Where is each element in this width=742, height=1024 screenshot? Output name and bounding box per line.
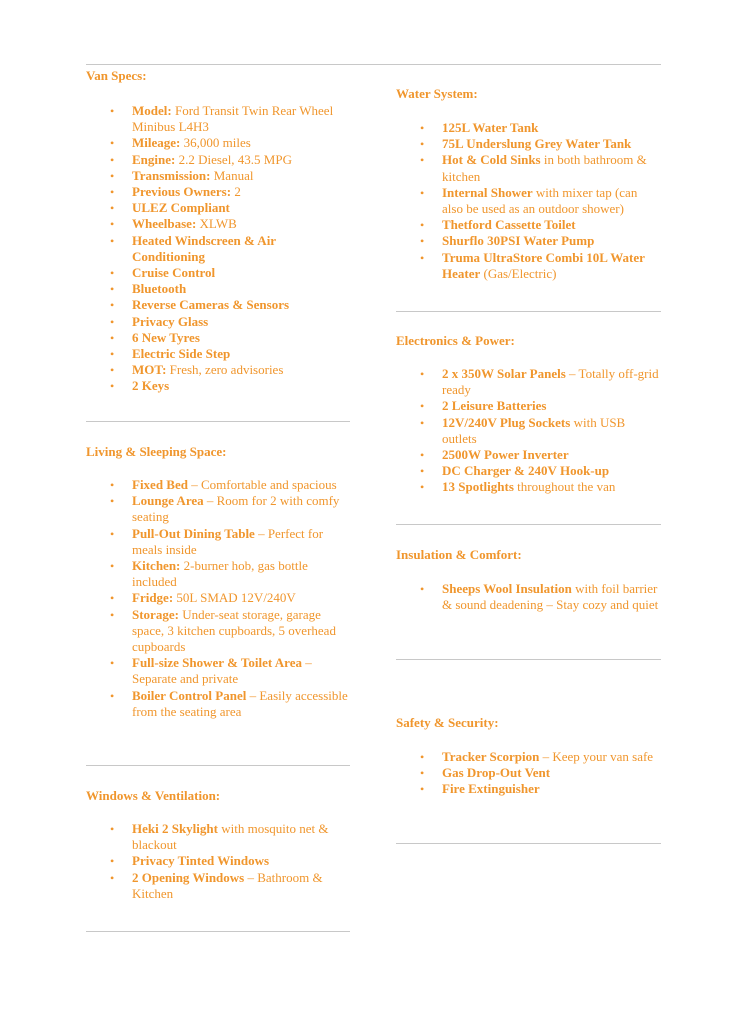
section-safety-security [396, 715, 661, 797]
item-label: ULEZ Compliant [132, 200, 230, 216]
list-item [420, 233, 661, 249]
list-item [110, 590, 350, 606]
item-detail: with USB outlets [442, 414, 626, 446]
section-heading: Van Specs: [86, 68, 147, 83]
item-label: Shurflo 30PSI Water Pump [442, 233, 595, 249]
list-item [420, 366, 661, 398]
bullet-list [420, 120, 661, 282]
bullet-icon: • [420, 480, 425, 495]
item-label: 2 x 350W Solar Panels [442, 366, 566, 381]
bullet-icon: • [110, 494, 115, 509]
item-detail: (Gas/Electric) [480, 265, 557, 281]
section-divider [396, 311, 661, 312]
list-item [110, 314, 350, 330]
item-label: Engine: [132, 151, 176, 167]
item-label: MOT: [132, 362, 167, 378]
item-detail: – Separate and private [132, 655, 312, 687]
section-water-system [396, 86, 661, 281]
list-item [420, 781, 661, 797]
list-item [110, 477, 350, 493]
item-label: Privacy Glass [132, 313, 209, 329]
item-label: Mileage: [132, 135, 181, 151]
item-label: 2 Opening Windows [132, 869, 245, 885]
item-detail: Ford Transit Twin Rear Wheel Minibus L4H3 [132, 103, 334, 135]
bullet-icon: • [420, 399, 425, 414]
item-label: Model: [132, 103, 172, 118]
bullet-icon: • [110, 854, 115, 869]
bullet-icon: • [110, 526, 115, 541]
bullet-icon: • [110, 201, 115, 216]
bullet-icon: • [420, 415, 425, 430]
bullet-icon: • [110, 347, 115, 362]
bullet-list [110, 103, 350, 395]
list-item [110, 297, 350, 313]
bullet-icon: • [110, 168, 115, 183]
section-divider [396, 659, 661, 660]
bullet-icon: • [420, 782, 425, 797]
item-detail: – Easily accessible from the seating area [132, 687, 348, 719]
list-item [110, 821, 350, 853]
bullet-icon: • [420, 121, 425, 135]
list-item [420, 581, 661, 613]
item-label: Storage: [132, 606, 179, 622]
bullet-icon: • [110, 688, 115, 703]
item-label: Hot & Cold Sinks [442, 152, 541, 168]
item-label: 2 Leisure Batteries [442, 398, 547, 414]
bullet-icon: • [110, 104, 115, 118]
item-label: Fire Extinguisher [442, 781, 540, 797]
list-item [420, 185, 661, 217]
item-detail: 50L SMAD 12V/240V [173, 590, 296, 606]
item-label: 2 Keys [132, 378, 170, 394]
item-label: Previous Owners: [132, 184, 232, 200]
list-item [110, 688, 350, 720]
bullet-list [420, 581, 661, 613]
bullet-icon: • [420, 185, 425, 200]
item-label: Cruise Control [132, 265, 216, 281]
item-label: Privacy Tinted Windows [132, 853, 270, 869]
item-label: Truma UltraStore Combi 10L Water Heater [442, 249, 645, 281]
list-item [110, 362, 350, 378]
bullet-icon: • [420, 153, 425, 168]
list-item [420, 120, 661, 136]
bullet-icon: • [420, 218, 425, 233]
list-item [110, 607, 350, 656]
bullet-icon: • [110, 136, 115, 151]
right-column [396, 0, 661, 1024]
item-label: Heated Windscreen & Air Conditioning [132, 232, 276, 264]
item-label: Sheeps Wool Insulation [442, 581, 572, 596]
list-item [110, 281, 350, 297]
list-item [110, 265, 350, 281]
bullet-icon: • [110, 152, 115, 167]
list-item [110, 200, 350, 216]
section-divider [396, 843, 661, 844]
item-detail: with mixer tap (can also be used as an outdoor shower) [442, 184, 638, 217]
list-item [420, 250, 661, 282]
section-electronics-power [396, 333, 661, 495]
list-item [110, 853, 350, 869]
item-detail: 36,000 miles [180, 135, 251, 151]
list-item [420, 415, 661, 447]
section-divider [86, 931, 350, 932]
section-heading: Insulation & Comfort: [396, 547, 522, 562]
bullet-list [110, 821, 350, 902]
item-label: Lounge Area [132, 493, 204, 509]
item-detail: – Totally off-grid ready [442, 366, 659, 398]
item-detail: XLWB [196, 216, 237, 232]
list-item [110, 168, 350, 184]
list-item [110, 233, 350, 265]
list-item [110, 558, 350, 590]
list-item [420, 765, 661, 781]
item-label: 125L Water Tank [442, 120, 539, 135]
item-label: Thetford Cassette Toilet [442, 217, 576, 233]
item-detail: throughout the van [513, 479, 616, 495]
item-label: Kitchen: [132, 558, 181, 574]
list-item [420, 749, 661, 765]
section-heading: Living & Sleeping Space: [86, 444, 227, 459]
bullet-icon: • [110, 607, 115, 622]
bullet-icon: • [110, 185, 115, 200]
bullet-icon: • [420, 750, 425, 764]
bullet-list [420, 749, 661, 798]
section-van-specs [86, 68, 350, 394]
list-item [420, 447, 661, 463]
bullet-icon: • [110, 282, 115, 297]
section-heading: Windows & Ventilation: [86, 788, 221, 803]
bullet-icon: • [420, 448, 425, 463]
item-label: Boiler Control Panel [132, 687, 247, 703]
list-item [110, 216, 350, 232]
section-windows-ventilation [86, 788, 350, 901]
bullet-icon: • [110, 591, 115, 606]
list-item [420, 479, 661, 495]
bullet-icon: • [420, 137, 425, 152]
item-label: Fridge: [132, 590, 174, 606]
left-column [86, 0, 350, 1024]
item-label: Bluetooth [132, 281, 187, 297]
section-insulation-comfort [396, 547, 661, 613]
list-item [110, 103, 350, 135]
item-label: Gas Drop-Out Vent [442, 765, 551, 781]
item-label: Heki 2 Skylight [132, 821, 218, 836]
bullet-icon: • [110, 330, 115, 345]
item-label: Internal Shower [442, 184, 533, 200]
item-detail: with foil barrier & sound deadening – Stay cozy and quiet [442, 581, 659, 613]
list-item [110, 526, 350, 558]
bullet-icon: • [420, 766, 425, 781]
item-detail: in both bathroom & kitchen [442, 152, 647, 184]
item-detail: 2-burner hob, gas bottle included [132, 558, 308, 590]
bullet-icon: • [110, 478, 115, 492]
bullet-icon: • [110, 559, 115, 574]
item-detail: Fresh, zero advisories [166, 362, 284, 378]
item-detail: – Perfect for meals inside [132, 525, 324, 557]
list-item [110, 135, 350, 151]
item-detail: – Keep your van safe [539, 749, 654, 764]
section-heading: Electronics & Power: [396, 333, 515, 348]
item-detail: Manual [210, 167, 254, 183]
bullet-icon: • [110, 656, 115, 671]
item-detail: – Comfortable and spacious [187, 477, 337, 492]
section-living-sleeping [86, 444, 350, 719]
item-label: 13 Spotlights [442, 479, 514, 495]
bullet-icon: • [110, 363, 115, 378]
item-label: Pull-Out Dining Table [132, 525, 255, 541]
list-item [110, 870, 350, 902]
item-detail: with mosquito net & blackout [132, 821, 329, 853]
item-label: 6 New Tyres [132, 329, 200, 345]
item-label: 12V/240V Plug Sockets [442, 414, 571, 430]
bullet-icon: • [420, 367, 425, 381]
bullet-icon: • [420, 582, 425, 596]
bullet-icon: • [110, 217, 115, 232]
bullet-icon: • [110, 266, 115, 281]
bullet-icon: • [420, 250, 425, 265]
item-label: 2500W Power Inverter [442, 447, 569, 463]
section-heading: Water System: [396, 86, 478, 101]
bullet-icon: • [420, 234, 425, 249]
list-item [110, 152, 350, 168]
section-divider [86, 421, 350, 422]
bullet-icon: • [110, 870, 115, 885]
section-divider [396, 524, 661, 525]
list-item [110, 330, 350, 346]
item-detail: – Room for 2 with comfy seating [132, 493, 340, 525]
list-item [420, 463, 661, 479]
list-item [420, 136, 661, 152]
list-item [110, 493, 350, 525]
list-item [420, 152, 661, 184]
bullet-icon: • [110, 379, 115, 394]
list-item [110, 378, 350, 394]
bullet-icon: • [420, 464, 425, 479]
item-label: Full-size Shower & Toilet Area [132, 655, 302, 671]
bullet-list [110, 477, 350, 720]
list-item [110, 346, 350, 362]
bullet-list [420, 366, 661, 496]
item-label: 75L Underslung Grey Water Tank [442, 136, 632, 152]
list-item [420, 217, 661, 233]
item-label: Transmission: [132, 167, 211, 183]
item-detail: Under-seat storage, garage space, 3 kitchen cupboards, 5 overhead cupboards [132, 606, 336, 655]
bullet-icon: • [110, 233, 115, 248]
bullet-icon: • [110, 822, 115, 836]
item-label: DC Charger & 240V Hook-up [442, 463, 610, 479]
item-label: Electric Side Step [132, 346, 231, 362]
item-detail: – Bathroom & Kitchen [132, 869, 323, 901]
bullet-icon: • [110, 298, 115, 313]
bullet-icon: • [110, 314, 115, 329]
list-item [110, 184, 350, 200]
item-label: Fixed Bed [132, 477, 188, 492]
item-detail: 2 [231, 184, 241, 200]
item-label: Tracker Scorpion [442, 749, 540, 764]
list-item [420, 398, 661, 414]
section-heading: Safety & Security: [396, 715, 499, 730]
item-label: Reverse Cameras & Sensors [132, 297, 290, 313]
item-detail: 2.2 Diesel, 43.5 MPG [175, 151, 292, 167]
list-item [110, 655, 350, 687]
section-divider [86, 765, 350, 766]
item-label: Wheelbase: [132, 216, 197, 232]
